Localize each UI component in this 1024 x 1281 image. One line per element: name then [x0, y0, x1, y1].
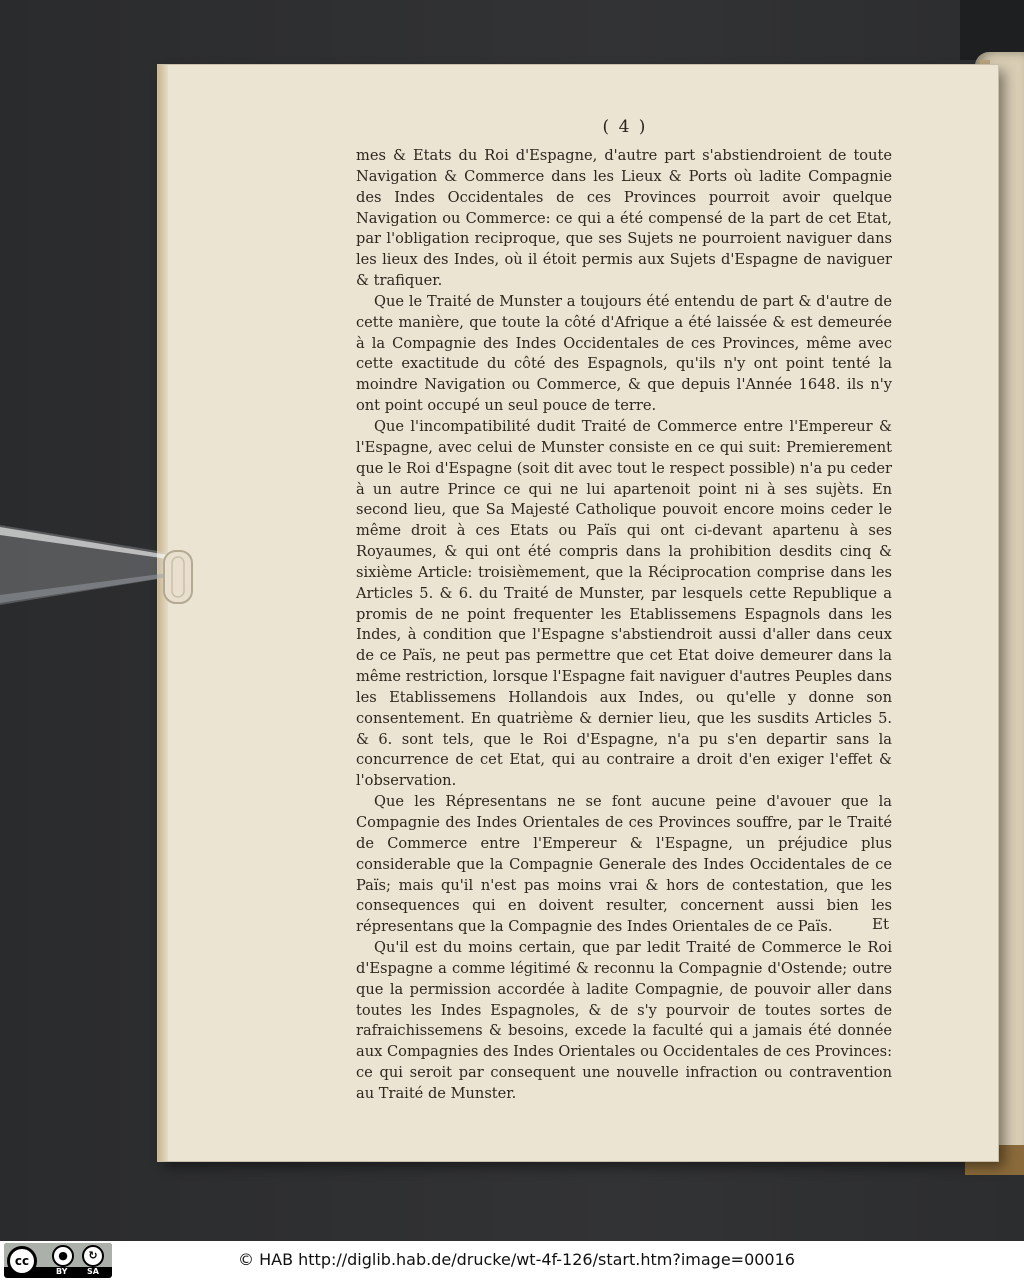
sa-icon: ↻ [82, 1245, 104, 1267]
cc-license-badge[interactable] [4, 1243, 112, 1278]
cc-icon: cc [7, 1246, 37, 1276]
by-label: BY [56, 1267, 68, 1276]
page-number: ( 4 ) [602, 117, 648, 137]
paragraph: mes & Etats du Roi d'Espagne, d'autre part s'abstiendroient de toute Navigation & Commerce dans les Lieux & Ports où ladite Compagnie des Indes Occidentales de ces Provinces pourroit avoir quelque Navigation ou Commerce: ce qui a été compensé de la part de cet Etat, par l'obligation reciproque, que ses Sujets ne pourroient naviguer dans les lieux des Indes, où il étoit permis aux Sujets d'Espagne de naviguer & trafiquer. [356, 147, 892, 290]
body-text [356, 146, 892, 1105]
paragraph: Que les Répresentans ne se font aucune peine d'avouer que la Compagnie des Indes Orientales de ces Provinces souffre, par le Traité de Commerce entre l'Empereur & l'Espagne, un préjudice plus considerable que la Compagnie Generale des Indes Occidentales de ce Païs; mais qu'il n'est pas moins vrai & hors de contestation, que les consequences qui en doivent resulter, concernent aussi bien les répresentans que la Compagnie des Indes Orientales de ce Païs. [356, 793, 892, 936]
paragraph: Que le Traité de Munster a toujours été entendu de part & d'autre de cette manière, que toute la côté d'Afrique a été laissée & est demeurée à la Compagnie des Indes Occidentales de ces Provinces, même avec cette exactitude du côté des Espagnols, qu'ils n'y ont point tenté la moindre Navigation ou Commerce, & que depuis l'Année 1648. ils n'y ont point occupé un seul pouce de terre. [356, 292, 892, 415]
sa-label: SA [87, 1267, 99, 1276]
scanner-corner [960, 0, 1024, 60]
paragraph: Qu'il est du moins certain, que par ledit Traité de Commerce le Roi d'Espagne a comme légitimé & reconnu la Compagnie d'Ostende; outre que la permission accordée à ladite Compagnie, de pouvoir aller dans toutes les Indes Espagnoles, & de s'y pourvoir de toutes sortes de rafraichissemens & besoins, excede la faculté qui a jamais été donnée aux Compagnies des Indes Orientales ou Occidentales de ces Provinces: ce qui seroit par consequent une nouvelle infraction ou contravention au Traité de Munster. [356, 939, 892, 1102]
page-gutter [158, 65, 168, 1161]
by-icon: ● [52, 1245, 74, 1267]
catchword: Et [872, 915, 889, 933]
copyright-url-text[interactable]: © HAB http://diglib.hab.de/drucke/wt-4f-126/start.htm?image=00016 [238, 1250, 795, 1269]
glass-page-clip [0, 515, 200, 605]
paragraph: Que l'incompatibilité dudit Traité de Commerce entre l'Empereur & l'Espagne, avec celui de Munster consiste en ce qui suit: Premierement que le Roi d'Espagne (soit dit avec tout le respect possible) n'a pu ceder à un autre Prince ce qui ne lui apartenoit point ni à ses sujèts. En second lieu, que Sa Majesté Catholique pouvoit encore moins ceder le même droit à ces Etats ou Païs qui ont ci-devant apartenu à ses Royaumes, & qui ont été compris dans la prohibition desdits cinq & sixième Article: troisièmement, que la Réciprocation comprise dans les Articles 5. & 6. du Traité de Munster, par lesquels cette Republique a promis de ne point frequenter les Etablissemens Espagnols dans les Indes, à condition que l'Espagne s'abstiendroit aussi d'aller dans ceux de ce Païs, ne peut pas permettre que cet Etat doive demeurer dans la même restriction, lorsque l'Espagne fait naviguer d'autres Peuples dans les Etablissemens Hollandois aux Indes, ou qu'elle y donne son consentement. En quatrième & dernier lieu, que les susdits Articles 5. & 6. sont tels, que le Roi d'Espagne, n'a pu s'en departir sans la concurrence de cet Etat, qui au contraire a droit d'en exiger l'effet & l'observation. [356, 417, 892, 790]
